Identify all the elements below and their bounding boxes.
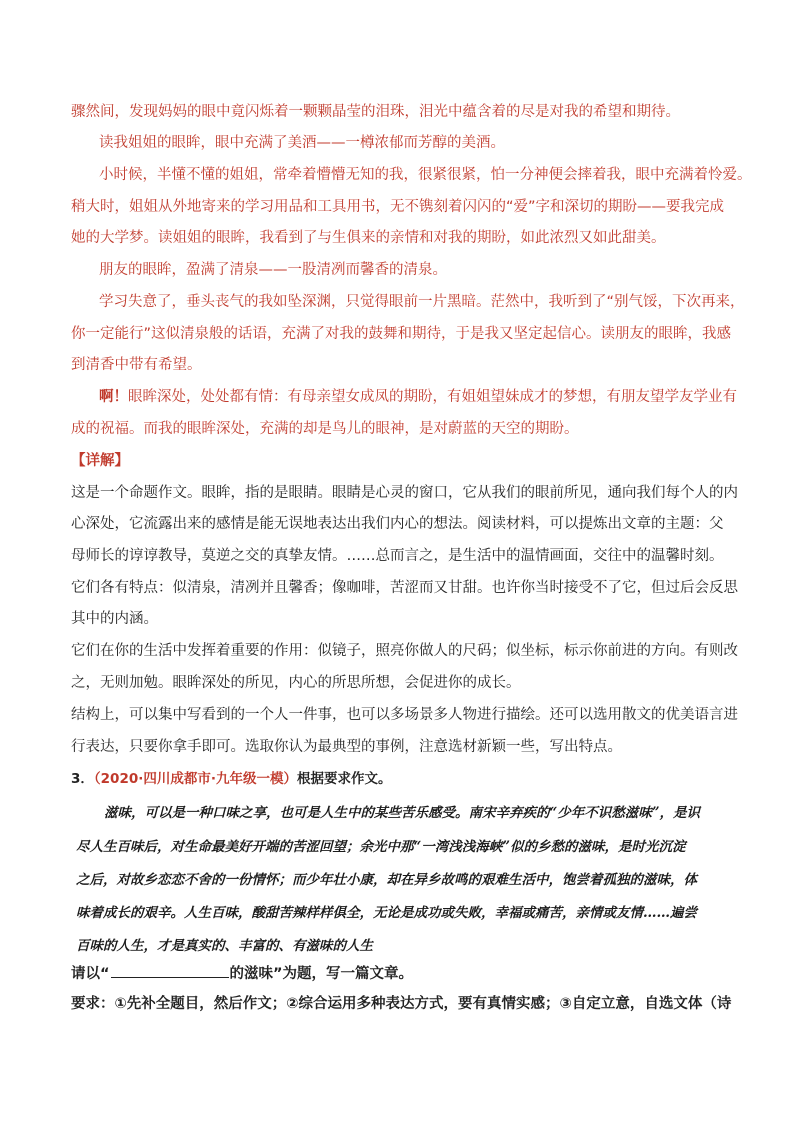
- prompt-line: 味着成长的艰辛。人生百味，酸甜苦辣样样俱全，无论是成功或失败，幸福或痛苦，亲情或友情……遍尝: [76, 905, 697, 921]
- title-blank: [111, 963, 229, 978]
- essay-line: 稍大时，姐姐从外地寄来的学习用品和工具用书，无不镌刻着闪闪的“爱”字和深切的期盼——要我完成: [71, 199, 725, 215]
- essay-line: 她的大学梦。读姐姐的眼眸，我看到了与生俱来的亲情和对我的期盼，如此浓烈又如此甜美。: [71, 230, 666, 246]
- prompt-line: 尽人生百味后，对生命最美好开端的苦涩回望；余光中那“一湾浅浅海峡”似的乡愁的滋味，是时光沉淀: [76, 839, 686, 855]
- question-source: （2020·四川成都市·九年级一模）: [93, 771, 297, 787]
- task-suffix: 的滋味”为题，写一篇文章。: [229, 966, 414, 982]
- detail-line: 行表达，只要你拿手即可。选取你认为最典型的事例，注意选材新颖一些，写出特点。: [71, 739, 622, 755]
- prompt-line: 之后，对故乡恋恋不舍的一份情怀；而少年壮小康，却在异乡故鸣的艰难生活中，饱尝着孤独的滋味，体: [76, 872, 697, 888]
- detail-line: 结构上，可以集中写看到的一个人一件事，也可以多场景多人物进行描绘。还可以选用散文的优美语言进: [71, 707, 738, 723]
- task-line: [71, 963, 413, 984]
- detail-heading: 【详解】: [71, 453, 129, 469]
- detail-line: 这是一个命题作文。眼眸，指的是眼睛。眼睛是心灵的窗口，它从我们的眼前所见，通向我们每个人的内: [71, 485, 738, 501]
- prompt-line: 滋味，可以是一种口味之享，也可是人生中的某些苦乐感受。南宋辛弃疾的“少年不识愁滋味”，是识: [104, 805, 701, 821]
- detail-line: 其中的内涵。: [71, 611, 158, 627]
- essay-line: 小时候，半懂不懂的姐姐，常牵着懵懵无知的我，很紧很紧，怕一分神便会摔着我，眼中充满着怜爱。: [99, 167, 752, 183]
- essay-line: 你一定能行”这似清泉般的话语，充满了对我的鼓舞和期待，于是我又坚定起信心。读朋友的眼眸，我感: [71, 326, 732, 342]
- essay-closing-lead: 啊！: [99, 389, 128, 405]
- detail-line: 母师长的谆谆教导，莫逆之交的真挚友情。……总而言之，是生活中的温情画面，交往中的温馨时刻。: [71, 548, 724, 564]
- essay-closing-text: 眼眸深处，处处都有情：有母亲望女成凤的期盼，有姐姐望妹成才的梦想，有朋友望学友学业有: [128, 389, 737, 405]
- essay-line: 读我姐姐的眼眸，眼中充满了美酒——一樽浓郁而芳醇的美酒。: [99, 135, 505, 151]
- essay-closing-line: [99, 387, 737, 407]
- prompt-line: 百味的人生，才是真实的、丰富的、有滋味的人生: [76, 938, 373, 954]
- detail-line: 它们在你的生活中发挥着重要的作用：似镜子，照亮你做人的尺码；似坐标，标示你前进的方向。有则改: [71, 643, 738, 659]
- essay-line: 学习失意了，垂头丧气的我如坠深渊，只觉得眼前一片黑暗。茫然中，我听到了“别气馁，下次再来，: [99, 294, 745, 310]
- essay-line: 朋友的眼眸，盈满了清泉——一股清冽而馨香的清泉。: [99, 262, 447, 278]
- task-prefix: 请以“: [71, 966, 110, 982]
- detail-line: 它们各有特点：似清泉，清冽并且馨香；像咖啡，苦涩而又甘甜。也许你当时接受不了它，但过后会反思: [71, 580, 738, 596]
- requirement-line: 要求：①先补全题目，然后作文；②综合运用多种表达方式，要有真情实感；③自定立意，自选文体（诗: [71, 996, 732, 1012]
- essay-line: 到清香中带有希望。: [71, 357, 202, 373]
- essay-closing-line: 成的祝福。而我的眼眸深处，充满的却是鸟儿的眼神，是对蔚蓝的天空的期盼。: [71, 421, 579, 437]
- detail-line: 心深处，它流露出来的感情是能无误地表达出我们内心的想法。阅读材料，可以提炼出文章的主题：父: [71, 516, 724, 532]
- essay-line: 骤然间，发现妈妈的眼中竟闪烁着一颗颗晶莹的泪珠，泪光中蕴含着的尽是对我的希望和期待。: [71, 104, 680, 120]
- question-heading: [71, 769, 392, 789]
- question-number: 3．: [71, 771, 94, 787]
- detail-line: 之，无则加勉。眼眸深处的所见，内心的所思所想，会促进你的成长。: [71, 675, 521, 691]
- question-instruction: 根据要求作文。: [297, 771, 392, 787]
